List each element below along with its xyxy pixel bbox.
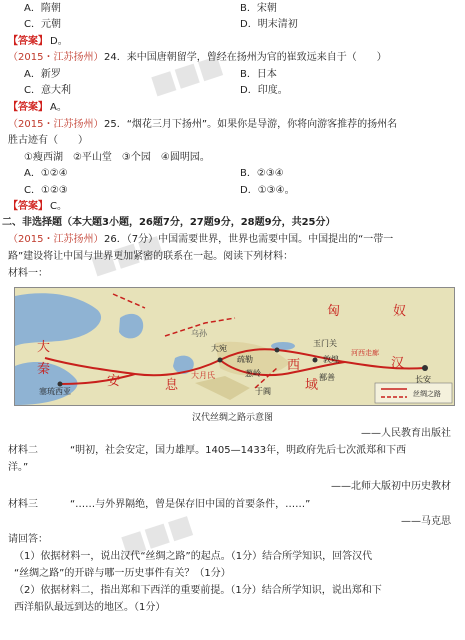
material-3-source: ——马克思 [401,516,451,527]
material-1-source-row [0,427,465,441]
map-label: 匈 [327,304,341,319]
q24-stem [0,51,465,65]
sub-question-1: （1）依据材料一，说出汉代“丝绸之路”的起点。（1分）结合所学知识，回答汉代 [14,551,373,562]
q23-option-a: A．隋朝 [24,3,61,14]
map-label: 秦 [37,362,51,377]
q25-stem [0,118,465,132]
q25-options-row1 [0,167,465,181]
map-label: 塞琉西亚 [39,387,71,396]
map-label: 奴 [393,304,407,319]
map-label: 长安 [415,375,431,384]
material-3 [0,498,465,512]
q23-option-b: B．宋朝 [240,3,277,14]
q25-text2: 胜古迹有（ ） [8,135,88,146]
map-label: 玉门关 [313,339,337,348]
map-graphic [15,288,454,405]
answer-value: C。 [50,201,67,212]
material-1-label-row [0,267,465,281]
material-2-text2: 洋。” [8,462,29,473]
map-label: 于阗 [255,387,271,396]
sub-question-1-cont: “丝绸之路”的开辟与哪一历史事件有关？（1分） [14,568,231,579]
q25-option-d: D．①③④。 [240,185,295,196]
map-label: 息 [165,378,179,393]
material-1-label: 材料一： [8,268,48,279]
material-2-source-row [0,480,465,494]
map-label: 域 [305,378,319,393]
map-label: 乌孙 [191,329,207,338]
watermark: ■■■ [117,509,197,561]
answer-24 [0,101,465,115]
material-3-source-row [0,515,465,529]
map-label: 安 [107,374,121,389]
answer-value: D。 [50,36,68,47]
map-label: 鄯善 [319,373,335,382]
watermark: ■■■ [87,229,167,281]
map-label: 西 [287,358,301,373]
q26-text2: 路”建设将让中国与世界更加紧密的联系在一起。阅读下列材料： [8,251,294,262]
q25-items [0,151,465,165]
answer-label: 【答案】 [8,102,48,113]
q24-source: （2015・江苏扬州） [8,52,104,63]
watermark: ■■■ [147,49,227,101]
q25-stem-cont [0,134,465,148]
map-label: 疏勒 [237,355,253,364]
answer-value: A。 [50,102,67,113]
answer-label: 【答案】 [8,36,48,47]
sub-question-2: （2）依据材料二，指出郑和下西洋的重要前提。（1分）结合所学知识，说出郑和下 [14,585,382,596]
q26-text: 26．（7分）中国需要世界，世界也需要中国。中国提出的“一带一 [104,234,394,245]
material-1-source: ——人民教育出版社 [361,428,451,439]
q25-option-a: A．①②④ [24,168,68,179]
material-2-label: 材料二 [8,445,38,456]
answer-23 [0,35,465,49]
q26-source: （2015・江苏扬州） [8,234,104,245]
q25-items-text: ①瘦西湖 ②平山堂 ③个园 ④圆明园。 [24,152,210,163]
material-3-label: 材料三 [8,499,38,510]
q24-options-row1 [0,68,465,82]
map-label: 葱岭 [245,369,261,378]
map-label: 汉 [391,356,405,371]
q25-source: （2015・江苏扬州） [8,119,104,130]
q23-options-row2 [0,18,465,32]
map-label: 大宛 [211,344,227,353]
q24-option-d: D．印度。 [240,85,288,96]
please-answer: 请回答： [8,534,48,545]
q25-options-row2 [0,184,465,198]
answer-25 [0,200,465,214]
material-2-cont [0,461,465,475]
sub-question-2-cont: 西洋船队最远到达的地区。（1分） [14,602,166,613]
answer-label: 【答案】 [8,201,48,212]
q24-option-c: C．意大利 [24,85,71,96]
material-3-text: “……与外界隔绝，曾是保存旧中国的首要条件，……” [70,499,311,510]
q24-text: 24．来中国唐朝留学，曾经在扬州为官的崔致远来自于（ ） [104,52,387,63]
material-2 [0,444,465,458]
material-2-source: ——北师大版初中历史教材 [331,481,451,492]
map-label: 大 [37,340,51,355]
map-label: 大月氏 [191,371,215,380]
map-label: 敦煌 [323,355,339,364]
map-label: 河西走廊 [351,349,379,357]
q23-option-c: C．元朝 [24,19,61,30]
q25-option-c: C．①②③ [24,185,68,196]
q24-option-b: B．日本 [240,69,277,80]
q24-options-row2 [0,84,465,98]
q25-text: 25．“烟花三月下扬州”。如果你是导游，你将向游客推荐的扬州名 [104,119,398,130]
q23-option-d: D．明末清初 [240,19,298,30]
section-heading: 二、非选择题（本大题3小题，26题7分，27题9分，28题9分，共25分） [2,217,336,228]
q24-option-a: A．新罗 [24,69,61,80]
q26-stem-cont [0,250,465,264]
q26-stem [0,233,465,247]
q23-options-row1 [0,2,465,16]
map-caption: 汉代丝绸之路示意图 [191,413,273,423]
material-2-text: “明初，社会安定，国力雄厚。1405—1433年，明政府先后七次派郑和下西 [70,445,407,456]
map-legend-label: 丝绸之路 [413,390,441,398]
q25-option-b: B．②③④ [240,168,284,179]
silk-road-map [14,287,455,406]
